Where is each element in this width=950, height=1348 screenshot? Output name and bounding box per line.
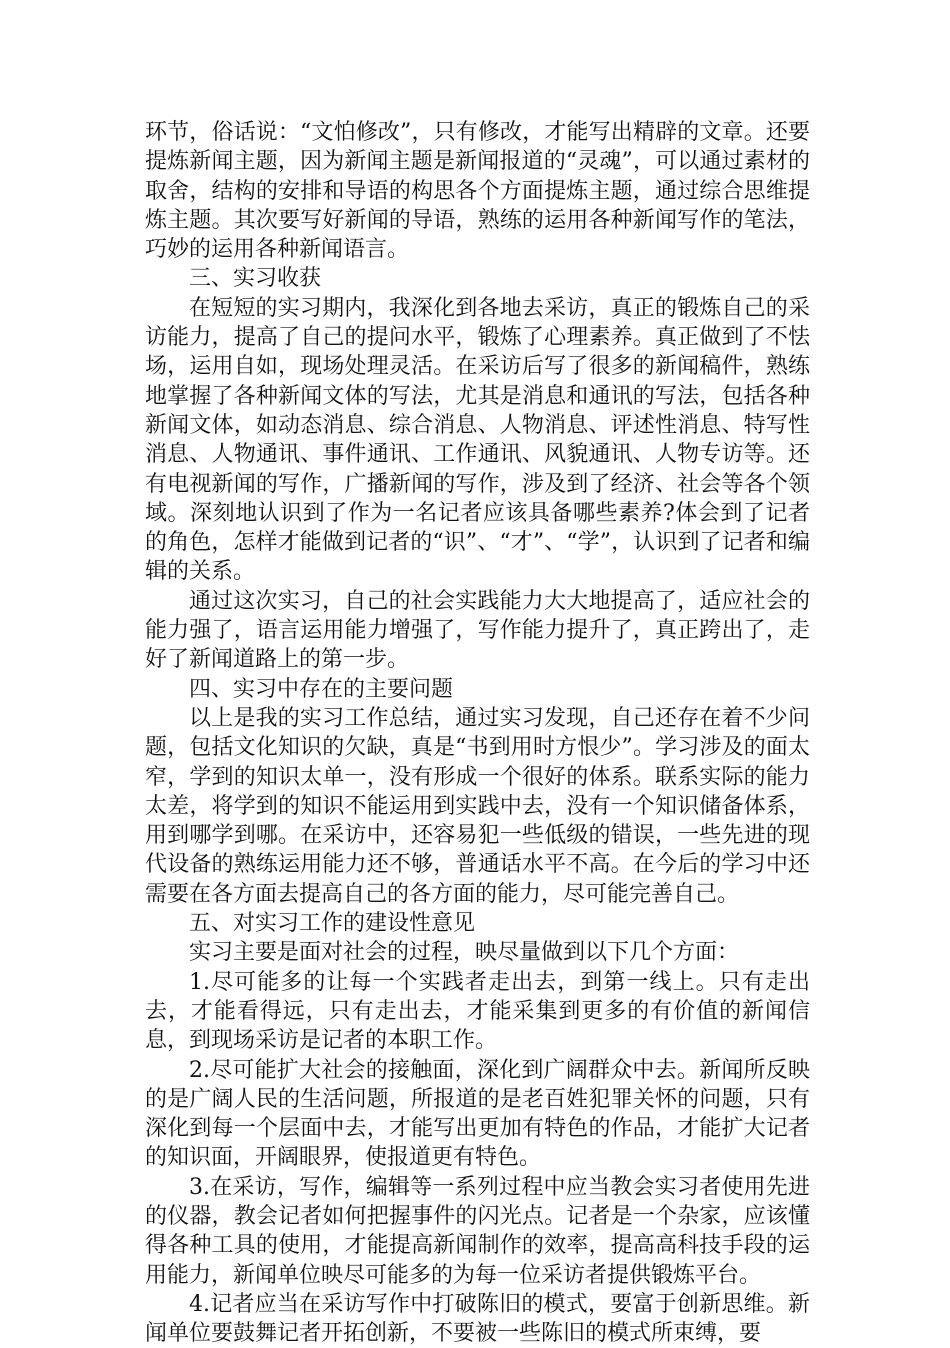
paragraph-suggestion-3: 3.在采访，写作，编辑等一系列过程中应当教会实习者使用先进的仪器，教会记者如何把握事件的闪光点。记者是一个杂家，应该懂得各种工具的使用，才能提高新闻制作的效率，提高高科技手段的运用能力，新闻单位映尽可能多的为每一位采访者提供锻炼平台。	[145, 1174, 810, 1288]
paragraph-continuation: 环节，俗话说：“文怕修改”，只有修改，才能写出精辟的文章。还要提炼新闻主题，因为新闻主题是新闻报道的“灵魂”，可以通过素材的取舍，结构的安排和导语的构思各个方面提炼主题，通过综合思维提炼主题。其次要写好新闻的导语，熟练的运用各种新闻写作的笔法，巧妙的运用各种新闻语言。	[145, 120, 810, 263]
section-heading-internship-gains: 三、实习收获	[189, 266, 322, 292]
paragraph-suggestion-1: 1.尽可能多的让每一个实践者走出去，到第一线上。只有走出去，才能看得远，只有走出去，才能采集到更多的有价值的新闻信息，到现场采访是记者的本职工作。	[145, 969, 810, 1054]
section-heading-main-problems: 四、实习中存在的主要问题	[189, 676, 454, 702]
paragraph-suggestion-2: 2.尽可能扩大社会的接触面，深化到广阔群众中去。新闻所反映的是广阔人民的生活问题，所报道的是老百姓犯罪关怀的问题，只有深化到每一个层面中去，才能写出更加有特色的作品，才能扩大记者的知识面，开阔眼界，使报道更有特色。	[145, 1057, 810, 1171]
section-heading-suggestions: 五、对实习工作的建设性意见	[189, 911, 476, 937]
paragraph-gains: 在短短的实习期内，我深化到各地去采访，真正的锻炼自己的采访能力，提高了自己的提问水平，锻炼了心理素养。真正做到了不怯场，运用自如，现场处理灵活。在采访后写了很多的新闻稿件，熟练地掌握了各种新闻文体的写法，尤其是消息和通讯的写法，包括各种新闻文体，如动态消息、综合消息、人物消息、评述性消息、特写性消息、人物通讯、事件通讯、工作通讯、风貌通讯、人物专访等。还有电视新闻的写作，广播新闻的写作，涉及到了经济、社会等各个领域。深刻地认识到了作为一名记者应该具备哪些素养?体会到了记者的角色，怎样才能做到记者的“识”、“才”、“学”，认识到了记者和编辑的关系。	[145, 295, 810, 585]
paragraph-gains-summary: 通过这次实习，自己的社会实践能力大大地提高了，适应社会的能力强了，语言运用能力增强了，写作能力提升了，真正跨出了，走好了新闻道路上的第一步。	[145, 588, 810, 673]
paragraph-problems: 以上是我的实习工作总结，通过实习发现，自己还存在着不少问题，包括文化知识的欠缺，真是“书到用时方恨少”。学习涉及的面太窄，学到的知识太单一，没有形成一个很好的体系。联系实际的能力太差，将学到的知识不能运用到实践中去，没有一个知识储备体系，用到哪学到哪。在采访中，还容易犯一些低级的错误，一些先进的现代设备的熟练运用能力还不够，普通话水平不高。在今后的学习中还需要在各方面去提高自己的各方面的能力，尽可能完善自己。	[145, 705, 810, 907]
document-body	[145, 118, 810, 1348]
paragraph-suggestions-intro: 实习主要是面对社会的过程，映尽量做到以下几个方面：	[189, 940, 740, 966]
paragraph-suggestion-4: 4.记者应当在采访写作中打破陈旧的模式，要富于创新思维。新闻单位要鼓舞记者开拓创新，不要被一些陈旧的模式所束缚，要	[145, 1291, 810, 1347]
